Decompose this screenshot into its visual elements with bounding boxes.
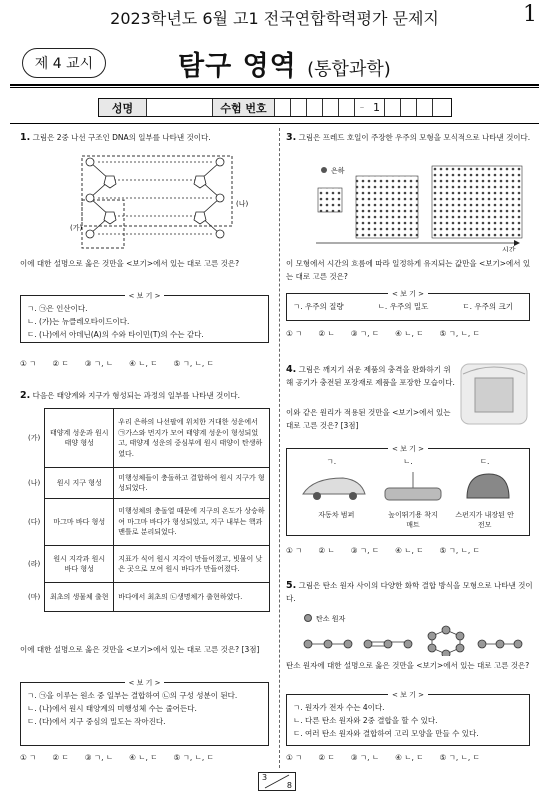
step-name: 태양계 성운과 원시 태양 형성 — [45, 409, 114, 468]
name-label: 성명 — [99, 99, 147, 116]
q4-bogi-title: < 보 기 > — [388, 445, 428, 453]
q1-item: ㄱ. ㉠은 인산이다. — [27, 304, 88, 313]
galaxy-legend-dot — [321, 167, 327, 173]
q5-choice[interactable]: ⑤ ㄱ, ㄴ, ㄷ — [439, 753, 480, 762]
column-separator — [279, 128, 280, 768]
q5-bogi-title: < 보 기 > — [388, 691, 428, 699]
q4-choices — [286, 545, 534, 556]
dna-box-ga — [82, 200, 124, 248]
q5-item: ㄱ. 원자가 전자 수는 4이다. — [293, 703, 385, 712]
q4-option-letter: ㄱ. — [326, 457, 337, 466]
q1-item: ㄴ. (가)는 뉴클레오타이드이다. — [27, 317, 130, 326]
label-na: (나) — [236, 200, 249, 208]
section-rule — [10, 123, 539, 124]
q1-choice[interactable]: ④ ㄴ, ㄷ — [129, 359, 158, 368]
q3-choice[interactable]: ⑤ ㄱ, ㄴ, ㄷ — [439, 329, 480, 338]
step-desc: 우리 은하의 나선팔에 위치한 거대한 성운에서 ㉠가스와 먼지가 모여 태양계 성운이 형성되었고, 태양계 성운의 중심부에 원시 태양이 탄생하였다. — [114, 409, 270, 468]
q4-choice[interactable]: ③ ㄱ, ㄷ — [350, 546, 380, 555]
q2-number: 2. — [20, 390, 31, 401]
q1-item: ㄷ. (나)에서 아데닌(A)의 수와 타이민(T)의 수는 같다. — [27, 330, 204, 339]
q2-bogi-title: < 보 기 > — [125, 679, 165, 687]
q4-number: 4. — [286, 364, 297, 375]
q4-option-caption: 높이뛰기용 착지 매트 — [388, 511, 438, 529]
period-badge: 제 4 교시 — [22, 48, 106, 78]
q2-step-row — [24, 409, 270, 468]
q2-item: ㄷ. (다)에서 지구 중심의 밀도는 작아진다. — [27, 717, 166, 726]
exam-digit-box[interactable] — [417, 99, 433, 116]
step-name: 최초의 생물체 출현 — [45, 583, 114, 612]
q1-choice[interactable]: ⑤ ㄱ, ㄴ, ㄷ — [173, 359, 214, 368]
current-page: 3 — [262, 773, 268, 782]
q5-item: ㄷ. 여러 탄소 원자와 결합하여 고리 모양을 만들 수 있다. — [293, 729, 479, 738]
step-tag: (마) — [28, 592, 41, 601]
q1-text — [20, 132, 270, 145]
step-tag: (나) — [28, 478, 41, 487]
q1-prompt: 그림은 2중 나선 구조인 DNA의 일부를 나타낸 것이다. — [32, 133, 211, 142]
q3-text — [286, 132, 534, 145]
q1-choice[interactable]: ③ ㄱ, ㄴ — [84, 359, 114, 368]
universe-small — [318, 188, 342, 212]
galaxy-legend-label: 은하 — [331, 167, 345, 175]
subject-title — [178, 44, 391, 83]
name-field[interactable] — [147, 99, 213, 116]
q4-option-images — [293, 468, 523, 506]
q4-option-letter: ㄴ. — [403, 457, 413, 466]
q1-number: 1. — [20, 132, 31, 143]
q3-item: ㄷ. 우주의 크기 — [462, 302, 513, 311]
carbon-bonding-models — [296, 610, 526, 656]
q4-option-letter: ㄷ. — [479, 457, 490, 466]
q3-item: ㄱ. 우주의 질량 — [293, 302, 344, 311]
exam-digit-box[interactable] — [323, 99, 339, 116]
exam-title: 2023학년도 6월 고1 전국연합학력평가 문제지 — [110, 9, 439, 28]
header-rule — [10, 84, 539, 86]
step-tag: (가) — [28, 433, 41, 442]
step-name: 마그마 바다 형성 — [45, 499, 114, 546]
time-label: 시간 — [502, 246, 516, 252]
q1-bogi-title: < 보 기 > — [125, 292, 165, 300]
q2-choice[interactable]: ④ ㄴ, ㄷ — [129, 753, 158, 762]
q5-prompt: 그림은 탄소 원자 사이의 다양한 화학 결합 방식을 모형으로 나타낸 것이다. — [286, 581, 533, 603]
q5-text — [286, 580, 534, 605]
exam-digit-box[interactable] — [401, 99, 417, 116]
q1-choice[interactable]: ① ㄱ — [20, 359, 37, 368]
exam-digit-box[interactable] — [275, 99, 291, 116]
q3-choice[interactable]: ③ ㄱ, ㄷ — [350, 329, 380, 338]
step-desc: 미행성체의 충돌열 때문에 지구의 온도가 상승하여 마그마 바다가 형성되었고, 지구 내부는 핵과 맨틀로 분리되었다. — [114, 499, 270, 546]
q4-choice[interactable]: ④ ㄴ, ㄷ — [395, 546, 424, 555]
exam-digit-box[interactable] — [433, 99, 449, 116]
q4-choice[interactable]: ① ㄱ — [286, 546, 303, 555]
q5-choice[interactable]: ② ㄷ — [318, 753, 335, 762]
page-number: 1 — [523, 2, 537, 27]
q5-number: 5. — [286, 580, 297, 591]
dash-sep: — — [360, 105, 364, 110]
q2-step-row — [24, 468, 270, 499]
q2-step-row — [24, 546, 270, 583]
exam-digit-box[interactable] — [339, 99, 355, 116]
total-pages: 8 — [286, 781, 292, 790]
q2-item: ㄱ. ㉠을 이루는 원소 중 일부는 결합하여 ㉡의 구성 성분이 된다. — [27, 691, 238, 700]
q3-item: ㄴ. 우주의 밀도 — [377, 302, 429, 311]
label-ga: (가) — [70, 224, 83, 232]
q5-stem: 탄소 원자에 대한 설명으로 옳은 것만을 <보기>에서 있는 대로 고른 것은? — [286, 661, 530, 670]
q3-bogi-box — [286, 290, 530, 321]
id-row — [98, 98, 452, 117]
dna-box-na — [82, 156, 232, 226]
q2-step-row — [24, 499, 270, 546]
q4-bogi-box — [286, 445, 530, 536]
q2-choice[interactable]: ③ ㄱ, ㄴ — [84, 753, 114, 762]
q5-choices — [286, 752, 534, 763]
dna-diagram — [70, 152, 260, 252]
carbon-legend-label: 탄소 원자 — [316, 615, 346, 623]
exam-digit-box[interactable] — [307, 99, 323, 116]
step-desc: 미행성체들이 충돌하고 결합하여 원시 지구가 형성되었다. — [114, 468, 270, 499]
air-packaging-photo — [455, 360, 533, 428]
q1-stem: 이에 대한 설명으로 옳은 것만을 <보기>에서 있는 대로 고른 것은? — [20, 259, 240, 268]
q1-choice[interactable]: ② ㄷ — [52, 359, 69, 368]
q3-choice[interactable]: ④ ㄴ, ㄷ — [395, 329, 424, 338]
q3-number: 3. — [286, 132, 297, 143]
car-bumper-image — [303, 478, 365, 500]
q3-choice[interactable]: ② ㄴ — [318, 329, 335, 338]
q2-choice[interactable]: ① ㄱ — [20, 753, 37, 762]
landing-mat-image — [385, 472, 441, 500]
q2-choices — [20, 752, 275, 763]
q2-step-row — [24, 583, 270, 612]
q2-bogi-box — [20, 679, 269, 746]
q4-option-caption: 스펀지가 내장된 안전모 — [455, 511, 514, 529]
q5-bogi-box — [286, 691, 530, 746]
q4-option-caption: 자동차 범퍼 — [318, 511, 355, 519]
q4-text — [286, 364, 456, 389]
q5-choice[interactable]: ① ㄱ — [286, 753, 303, 762]
q2-prompt: 다음은 태양계와 지구가 형성되는 과정의 일부를 나타낸 것이다. — [32, 391, 241, 400]
header-rule-thin — [10, 87, 539, 88]
subject-main: 탐구 영역 — [178, 51, 297, 82]
step-name: 원시 지각과 원시 바다 형성 — [45, 546, 114, 583]
q5-choice[interactable]: ③ ㄱ, ㄴ — [350, 753, 380, 762]
q5-item: ㄴ. 다른 탄소 원자와 2중 결합을 할 수 있다. — [293, 716, 438, 725]
step-name: 원시 지구 형성 — [45, 468, 114, 499]
exam-number-label: 수험 번호 — [213, 99, 275, 116]
exam-digit-box[interactable] — [385, 99, 401, 116]
q4-prompt: 그림은 깨지기 쉬운 제품의 충격을 완화하기 위해 공기가 충전된 포장재로 제품을 포장한 모습이다. — [286, 365, 455, 387]
q3-choice[interactable]: ① ㄱ — [286, 329, 303, 338]
step-tag: (라) — [28, 559, 41, 568]
helmet-image — [467, 474, 509, 498]
universe-large — [432, 166, 522, 238]
universe-medium — [356, 176, 418, 238]
q4-choice[interactable]: ② ㄴ — [318, 546, 335, 555]
q3-bogi-title: < 보 기 > — [388, 290, 428, 298]
q3-choices — [286, 328, 534, 339]
exam-digit-box[interactable] — [291, 99, 307, 116]
step-tag: (다) — [28, 517, 41, 526]
step-desc: 바다에서 최초의 ㉡생명체가 출현하였다. — [114, 583, 270, 612]
carbon-legend-dot — [305, 615, 312, 622]
universe-model — [306, 160, 530, 252]
q2-item: ㄴ. (나)에서 원시 태양계의 미행성체 수는 줄어든다. — [27, 704, 197, 713]
q2-choice[interactable]: ② ㄷ — [52, 753, 69, 762]
q1-choices — [20, 358, 270, 369]
q2-stem: 이에 대한 설명으로 옳은 것만을 <보기>에서 있는 대로 고른 것은? [3점] — [20, 645, 260, 654]
exam-digit-box: 1 — [369, 99, 385, 116]
q4-choice[interactable]: ⑤ ㄱ, ㄴ, ㄷ — [439, 546, 480, 555]
q3-prompt: 그림은 프레드 호일이 주장한 우주의 모형을 모식적으로 나타낸 것이다. — [298, 133, 531, 142]
q5-choice[interactable]: ④ ㄴ, ㄷ — [395, 753, 424, 762]
page-indicator — [258, 772, 296, 791]
q2-text — [20, 390, 275, 403]
q1-bogi-box — [20, 292, 269, 343]
subject-sub: (통합과학) — [307, 59, 391, 80]
step-desc: 지표가 식어 원시 지각이 만들어졌고, 빗물이 낮은 곳으로 모여 원시 바다가 만들어졌다. — [114, 546, 270, 583]
q2-process-table — [24, 408, 270, 612]
q2-choice[interactable]: ⑤ ㄱ, ㄴ, ㄷ — [173, 753, 214, 762]
q3-stem: 이 모형에서 시간의 흐름에 따라 일정하게 유지되는 값만을 <보기>에서 있는 대로 고른 것은? — [286, 259, 531, 281]
q4-stem: 이와 같은 원리가 적용된 것만을 <보기>에서 있는 대로 고른 것은? [3점] — [286, 408, 451, 430]
